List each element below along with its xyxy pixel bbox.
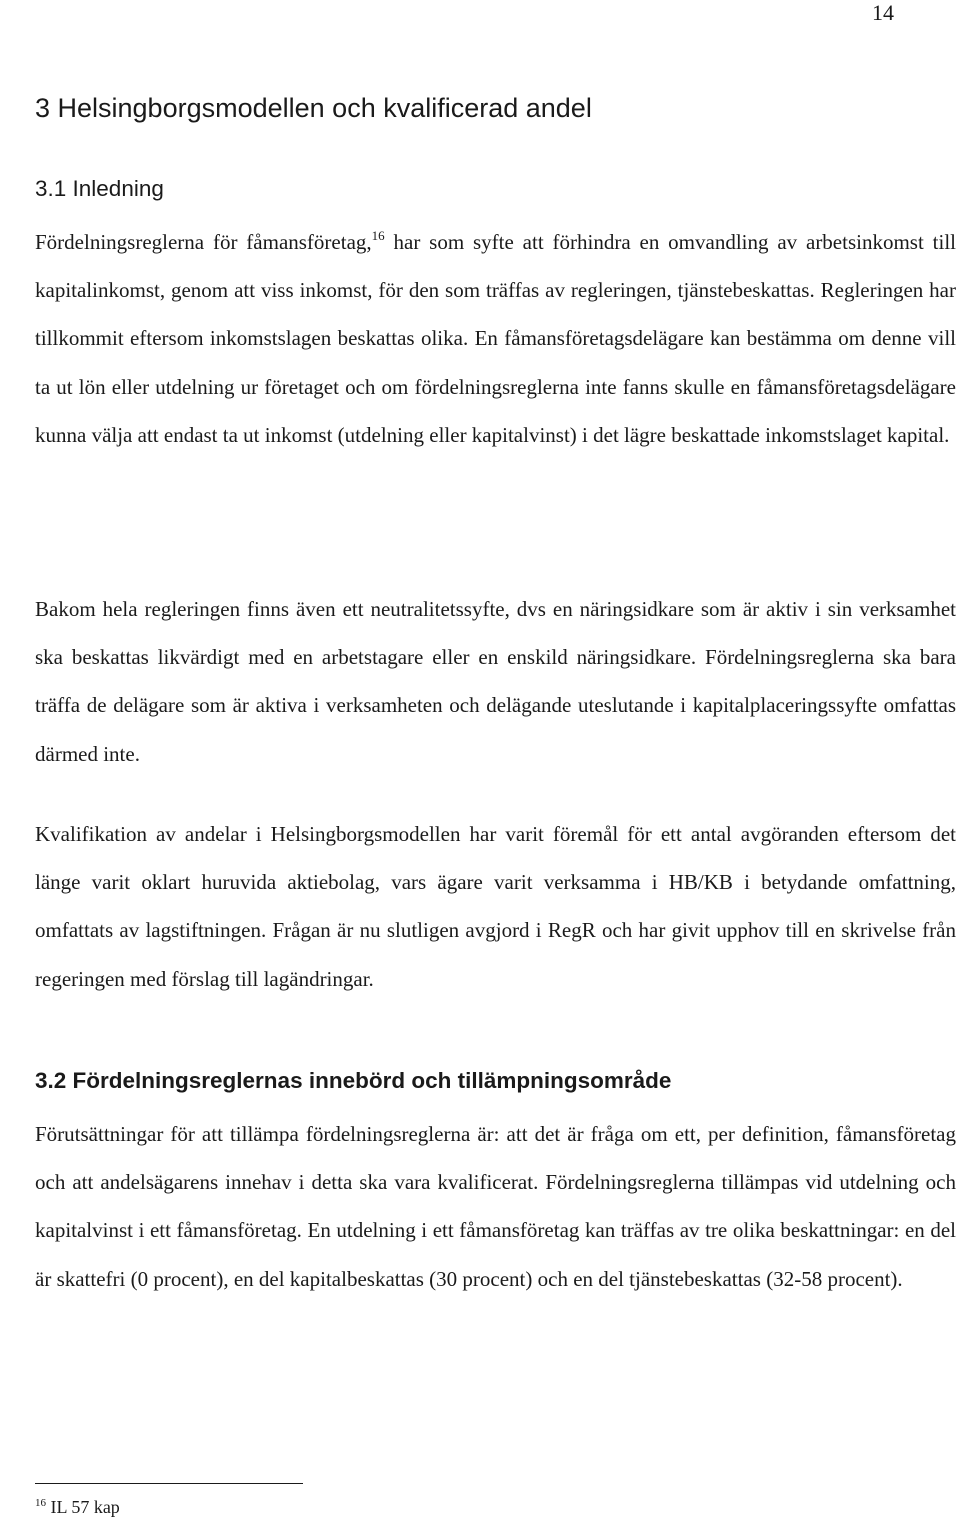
footnote-divider bbox=[35, 1483, 303, 1484]
paragraph-inledning-2: Bakom hela regleringen finns även ett neutralitetssyfte, dvs en näringsidkare som är aktiv i sin verksamhet ska beskattas likvärdigt med en arbetstagare eller en enskild näringsidkare. Fördelningsreglerna ska bara träffa de delägare som är aktiva i verksamheten och delägande uteslutande i kapitalplaceringssyfte omfattas därmed inte. bbox=[35, 597, 956, 766]
chapter-heading: 3 Helsingborgsmodellen och kvalificerad andel bbox=[35, 93, 592, 123]
paragraph-text: har som syfte att förhindra en omvandling av arbetsinkomst till kapitalinkomst, genom att viss inkomst, för den som träffas av regleringen, tjänstebeskattas. Regleringen har tillkommit eftersom inkomstslagen beskattas olika. En fåmansföretagsdelägare kan bestämma om denne vill ta ut lön eller utdelning ur företaget och om fördelningsreglerna inte fanns skulle en fåmansföretagsdelägare kunna välja att endast ta ut inkomst (utdelning eller kapitalvinst) i det lägre beskattade inkomstslaget kapital. bbox=[35, 230, 956, 447]
paragraph-inledning-3: Kvalifikation av andelar i Helsingborgsmodellen har varit föremål för ett antal avgöranden eftersom det länge varit oklart huruvida aktiebolag, vars ägare varit verksamma i HB/KB i betydande omfattning, omfattats av lagstiftningen. Frågan är nu slutligen avgjord i RegR och har givit upphov till en skrivelse från regeringen med förslag till lagändringar. bbox=[35, 822, 956, 991]
section-heading-3-1: 3.1 Inledning bbox=[35, 176, 164, 201]
paragraph-text: Fördelningsreglerna för fåmansföretag, bbox=[35, 230, 372, 254]
footnote bbox=[35, 1494, 120, 1520]
paragraph-innebord-1: Förutsättningar för att tillämpa fördelningsreglerna är: att det är fråga om ett, per definition, fåmansföretag och att andelsägarens innehav i detta ska vara kvalificerat. Fördelningsreglerna tillämpas vid utdelning och kapitalvinst i ett fåmansföretag. En utdelning i ett fåmansföretag kan träffas av tre olika beskattningar: en del är skattefri (0 procent), en del kapitalbeskattas (30 procent) och en del tjänstebeskattas (32-58 procent). bbox=[35, 1122, 956, 1291]
footnote-text: IL 57 kap bbox=[46, 1497, 120, 1517]
paragraph-inledning-1 bbox=[35, 218, 956, 459]
footnote-number: 16 bbox=[35, 1497, 46, 1509]
section-heading-3-2: 3.2 Fördelningsreglernas innebörd och tillämpningsområde bbox=[35, 1068, 672, 1093]
footnote-reference: 16 bbox=[371, 228, 385, 243]
page-number: 14 bbox=[872, 0, 894, 25]
